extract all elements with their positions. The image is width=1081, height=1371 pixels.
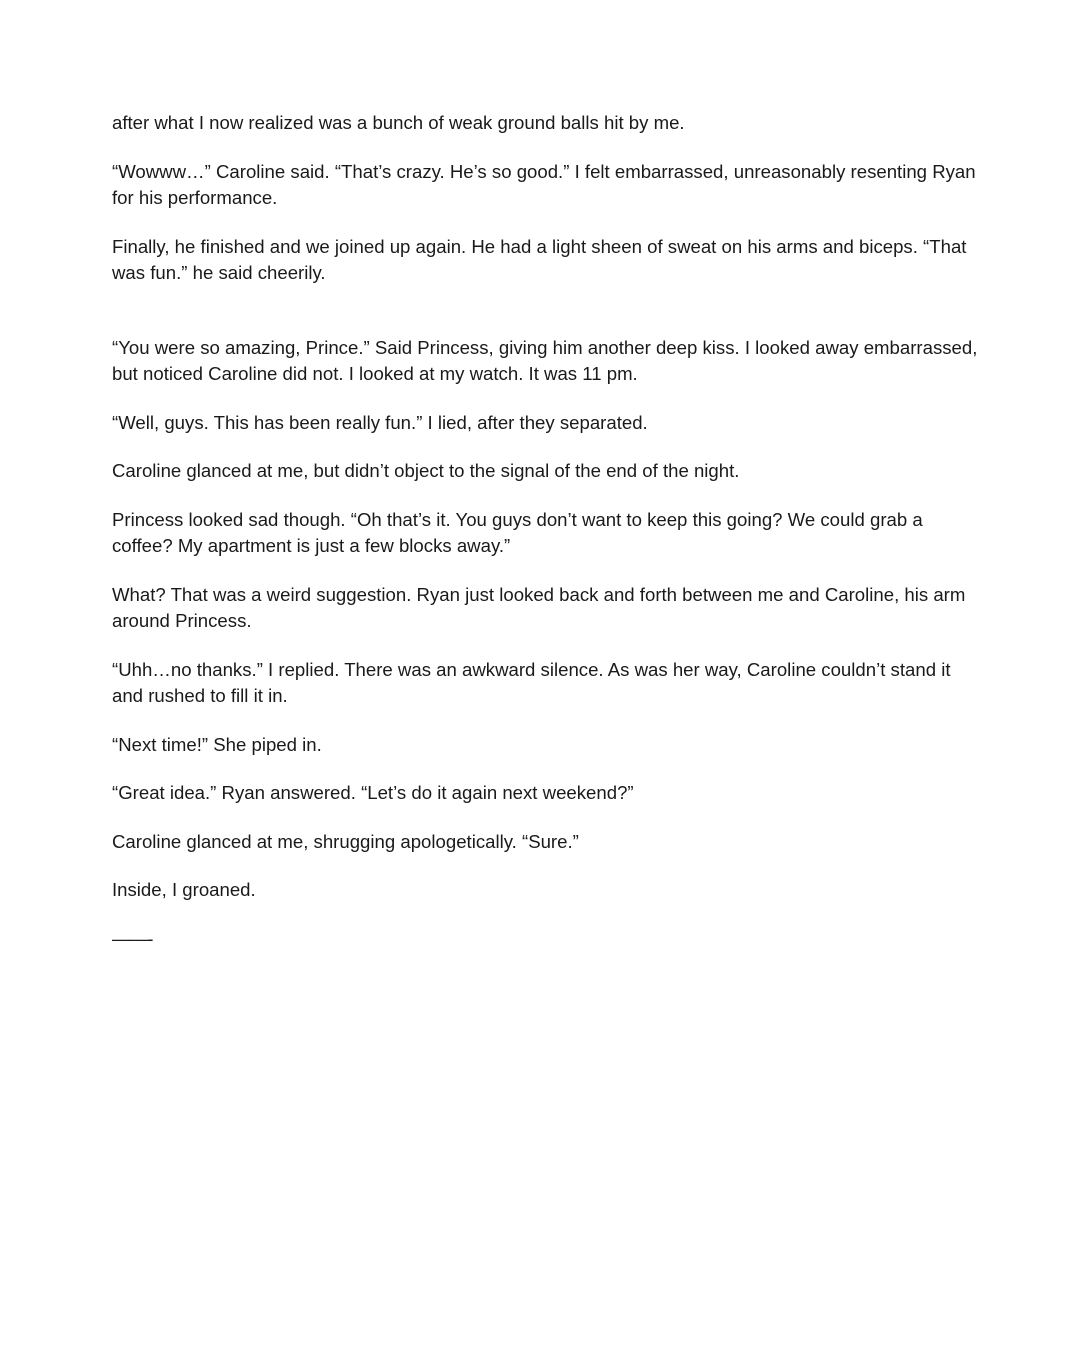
paragraph: What? That was a weird suggestion. Ryan just looked back and forth between me and Caroline, his arm around Princess. [112, 583, 966, 631]
paragraph: after what I now realized was a bunch of weak ground balls hit by me. [112, 112, 685, 133]
paragraph: Caroline glanced at me, but didn’t object to the signal of the end of the night. [112, 460, 740, 481]
document-body [112, 110, 982, 974]
paragraph: “Great idea.” Ryan answered. “Let’s do it again next weekend?” [112, 782, 634, 803]
paragraph: Caroline glanced at me, shrugging apologetically. “Sure.” [112, 830, 579, 852]
paragraph: “Wowww…” Caroline said. “That’s crazy. He’s so good.” I felt embarrassed, unreasonably resenting Ryan for his performance. [112, 160, 976, 208]
paragraph: “Next time!” She piped in. [112, 733, 322, 755]
paragraph: Finally, he finished and we joined up again. He had a light sheen of sweat on his arms and biceps. “That was fun.” he said cheerily. [112, 235, 967, 283]
paragraph: Princess looked sad though. “Oh that’s it. You guys don’t want to keep this going? We could grab a coffee? My apartment is just a few blocks away.” [112, 508, 923, 556]
paragraph: Inside, I groaned. [112, 879, 256, 900]
paragraph: “Well, guys. This has been really fun.” I lied, after they separated. [112, 411, 648, 433]
paragraph: “Uhh…no thanks.” I replied. There was an awkward silence. As was her way, Caroline couldn’t stand it and rushed to fill it in. [112, 658, 951, 706]
section-separator: ——- [112, 927, 153, 949]
paragraph: “You were so amazing, Prince.” Said Princess, giving him another deep kiss. I looked away embarrassed, but noticed Caroline did not. I looked at my watch. It was 11 pm. [112, 336, 978, 384]
